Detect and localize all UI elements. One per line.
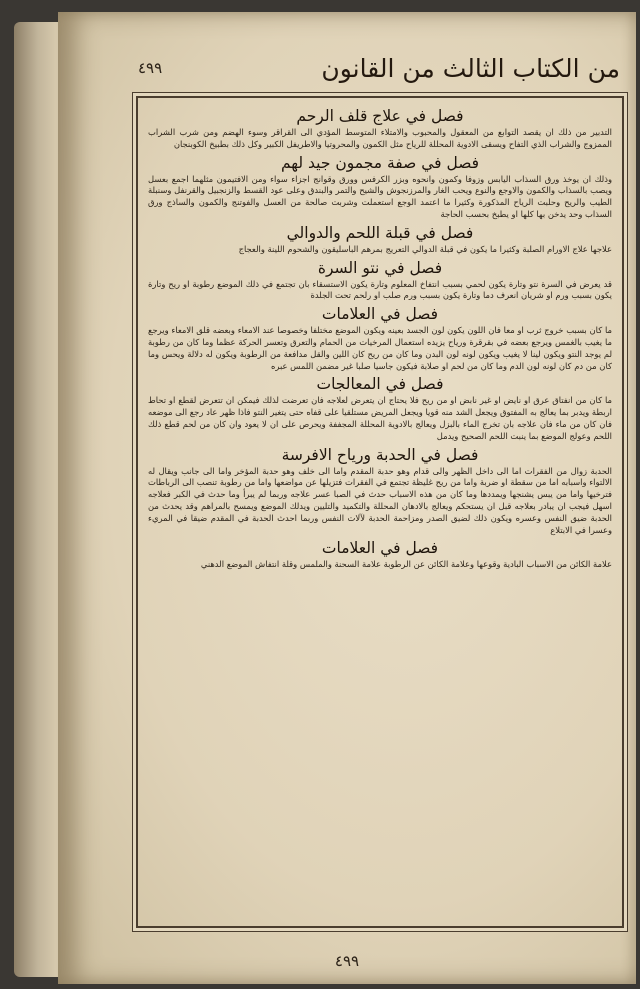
section-body: ما كان بسبب خروج ثرب او معا فان اللون يكون لون الجسد بعينه ويكون الموضع مختلفا وخصوصا عند الامعاء وبعضه قلق الامعاء ويرجع ما يغيب بالغمس ويرجع بعضه في بقرقرة ورياح يزيده استعمال المرخيات من الحمام والتعرق وتعسر الحركة عظما وما كان من رطوبة لم يوجد النتو ويكون لينا لا يغيب ويكون لونه لون البدن وما كان من ريح كان اللين والقل مدافعة من الرطوبة ويكون له دلالة ويحس وما كان من دم كان لونه لون الدم وما كان من لحم او صلابة فيكون جاسيا صلبا غير مضمن اللمس عبره [148, 325, 612, 371]
section-body: قد يعرض في السرة نتو وتارة يكون لحمي بسبب انتفاخ المعلوم وتارة يكون الاستسقاء بان تجتمع في ذلك الموضع رطوبة او ريح وتارة يكون بسبب ورم او شريان انعرف دما وتارة يكون بسبب ورم صلب او رلحم تحت الجلدة [148, 278, 612, 301]
section [148, 153, 612, 221]
section-heading: فصل في العلامات [321, 539, 439, 558]
section-heading: فصل في علاج قلف الرحم [296, 107, 464, 125]
section-body: الحدبة زوال من الفقرات اما الى داخل الظهر والى قدام وهو حدبة المقدم واما الى خلف وهو حدبة المؤخر واما الى جانب ويقال له الالتواء واسبابه اما من سقطة او ضربة واما من ريح غليظة تجتمع في الفقرات فتزيلها عن مواضعها واما من رطوبة تنصب الى الرباطات فترخيها واما من يبس يشنجها ويمددها وما كان من هذه الاسباب حدث في الصبا عسر علاجه وربما لم يبرأ وما حدث في الكبر فعلاجه اسهل فيجب ان يبادر بعلاجه قبل ان يستحكم ويعالج بالادهان المحللة والتكميد والتليين ويدلك الموضع ويمسح بالمراهم وقد يحدث من الحدبة ضيق النفس وعسره ويكون ذلك لضيق الصدر ومزاحمة الحدبة لآلات النفس وربما احدث الحدبة في المقدم ضيقا في المريء وعسرا في الابتلاع [148, 465, 612, 535]
section-body: علامة الكائن من الاسباب البادية وقوعها وعلامة الكائن عن الرطوبة علامة السحنة والملمس وقلة انتفاش الموضع الدهني [200, 559, 612, 570]
section [148, 304, 612, 372]
header-page-number: ٤٩٩ [138, 59, 163, 77]
section-heading: فصل في قبلة اللحم والدوالي [286, 223, 474, 242]
section-body: ما كان من انفتاق عرق او نايض او غير نابض او من ريح فلا يحتاج ان يتعرض لعلاجه فان تعرضت لذلك فيمكن ان تتعرض لقطع او تحاط اربطة ويدبر بما يعالج به المفتوق ويجعل الشد منه قويا ويجعل المريض مستلقيا على قفاه حتى يتغير النتو فاذا ظهر عاد رجع الى موضعه فان كان من ماء فان علاجه بان تخرج الماء بالبزل ويعالج بالادوية المحللة المجففة ويحرص على ان لا يعود وان كان من لحم قطع ذلك اللحم وعولج الموضع بما ينبت اللحم الصحيح ويدمل [148, 395, 612, 441]
section-body: وذلك ان يوخذ ورق السذاب اليابس وزوفا وكمون وانحوه وبزر الكرفس وورق وقوانج اجزاء سواء ومن الافتيمون مثلهما اجمع بعسل ويصب بالسذاب والكمون والاوجع والنوع ويحب الغار والمرزنجوش والشيح والتمر والبندق وعلى عود القسط والزنجبيل والقرنفل وسنبلة الطيب والريح وحلبت الرياح المذكورة وكثيرا ما اعتمد الوجع استعملت وشربت صالحة من العسل والفوتنج والكمون والساذج ورق السذاب وحد يدخن بها كلها او يطبخ بحسب الحاجة [148, 173, 612, 219]
section [148, 445, 612, 537]
section-heading: فصل في المعالجات [316, 375, 444, 394]
section [148, 374, 612, 442]
section-heading: فصل في العلامات [321, 305, 439, 324]
section-heading: فصل في صفة مجمون جيد لهم [280, 153, 480, 172]
manuscript-page [58, 12, 636, 984]
section-body: علاجها علاج الاورام الصلبة وكثيرا ما يكون في قبلة الدوالي التعريج بمرهم الباسليقون والشحوم اللينة والعجاج [238, 243, 612, 254]
page-header [138, 42, 620, 94]
section-heading: فصل في الحدبة ورياح الافرسة [281, 445, 479, 464]
text-frame [136, 96, 624, 928]
section-heading: فصل في نتو السرة [317, 258, 443, 277]
section [148, 106, 612, 151]
section [148, 223, 612, 256]
section [148, 538, 612, 571]
footer-page-number: ٤٩٩ [334, 952, 360, 970]
section-body: التدبير من ذلك ان يقصد التوابع من المعقول والمحبوب والامتلاء المتوسط المؤدي الى القراقر وسوء الهضم ومن شرب الشراب الممزوج والشراب الذي التفاح ويسقى الادوية المحللة للرياح مثل الكمون والمحروتيا والاطريفل الكبير وكل ذلك بطبيخ الكوبنجان [148, 127, 612, 149]
page-footer [58, 952, 636, 970]
section [148, 258, 612, 303]
running-title: من الكتاب الثالث من القانون [321, 53, 620, 83]
